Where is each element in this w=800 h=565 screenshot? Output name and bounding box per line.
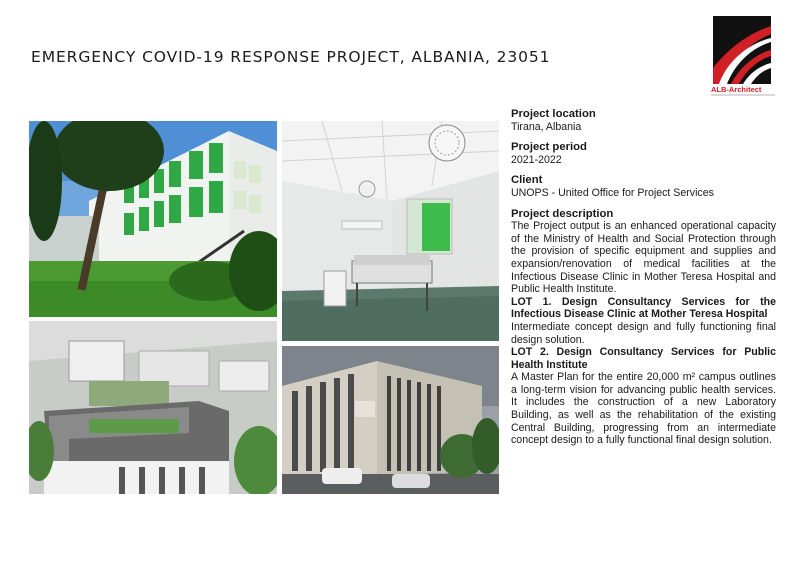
alb-architect-logo <box>713 16 771 84</box>
lot2-text: A Master Plan for the entire 20,000 m² campus outlines a long-term vision for advancing public health services. It includes the construction of a new Laboratory Building, as well as the rehabilitation of the existing Central Building, progressing from an intermediate concept design to a fully functional final design solution. <box>511 371 776 447</box>
project-description-label: Project description <box>511 207 614 220</box>
project-location-value: Tirana, Albania <box>511 120 582 133</box>
project-location-label: Project location <box>511 108 596 120</box>
project-period-label: Project period <box>511 141 587 154</box>
logo-text: ALB-Architect <box>711 85 762 94</box>
logo-underline <box>711 94 775 96</box>
client-label: Client <box>511 174 543 187</box>
lot1-title: LOT 1. Design Consultancy Services for the Infectious Disease Clinic at Mother Teresa Hospital <box>511 295 776 321</box>
campus-aerial-render <box>29 321 277 494</box>
client-value: UNOPS - United Office for Project Services <box>511 186 714 199</box>
public-health-building-render <box>282 346 499 494</box>
hospital-exterior-photo <box>29 121 277 317</box>
lot1-text: Intermediate concept design and fully functioning final design solution. <box>511 320 776 346</box>
lot2-title: LOT 2. Design Consultancy Services for Public Health Institute <box>511 346 776 371</box>
project-period-value: 2021-2022 <box>511 153 562 166</box>
project-description-text: The Project output is an enhanced operational capacity of the Ministry of Health and Social Protection through the provision of specific equipment and supplies and expansion/renovation of medical facilities at the Infectious Disease Clinic in Mother Teresa Hospital and Public Health Institute. <box>511 220 776 296</box>
project-details <box>511 108 776 447</box>
page-title: EMERGENCY COVID-19 RESPONSE PROJECT, ALBANIA, 23051 <box>31 48 551 66</box>
patient-room-interior-photo <box>282 121 499 341</box>
